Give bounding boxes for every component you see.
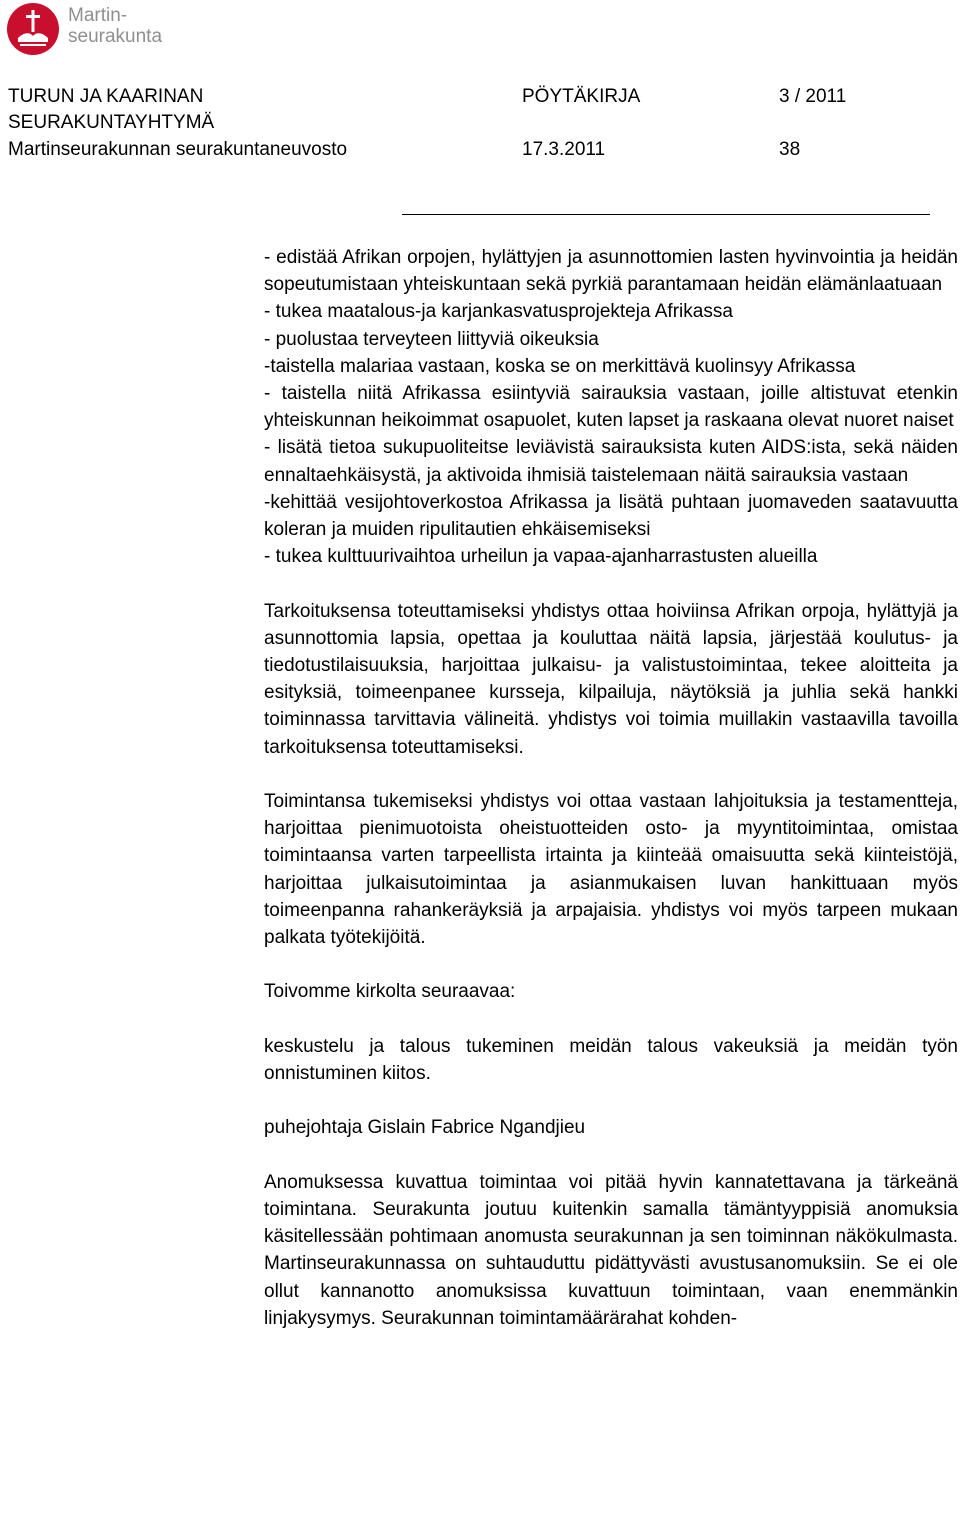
list-item: - tukea kulttuurivaihtoa urheilun ja vapaa-ajanharrastusten alueilla <box>264 546 818 568</box>
meeting-date: 17.3.2011 <box>522 139 606 160</box>
org-name-line-2: SEURAKUNTAYHTYMÄ <box>8 112 215 133</box>
list-item: - lisätä tietoa sukupuoliteitse leviävistä sairauksista kuten AIDS:ista, sekä näiden ennaltaehkäisystä, ja aktivoida ihmisiä taistelemaan näitä sairauksia vastaan <box>264 437 958 486</box>
header-divider <box>402 214 930 215</box>
list-item: -taistella malariaa vastaan, koska se on merkittävä kuolinsyy Afrikassa <box>264 355 856 377</box>
org-name-line-1: TURUN JA KAARINAN <box>8 86 204 107</box>
page-number: 38 <box>779 139 801 160</box>
list-item: - tukea maatalous-ja karjankasvatusprojekteja Afrikassa <box>264 301 733 323</box>
purpose-paragraph: Tarkoituksensa toteuttamiseksi yhdistys ottaa hoiviinsa Afrikan orpoja, hylättyjä ja asunnottomia lapsia, opettaa ja kouluttaa näitä lapsia, järjestää koulutus- ja tiedotustilaisuuksia, harjoittaa julkaisu- ja valistustoimintaa, tekee aloitteita ja esityksiä, toimeenpanee kursseja, kilpailuja, näytöksiä ja juhlia sekä hankki toiminnassa tarvittavia välineitä. yhdistys voi toimia muillakin vastaavilla tavoilla tarkoituksensa toteuttamiseksi. <box>264 600 958 758</box>
logo-line-1: Martin- <box>68 5 128 26</box>
list-item: -kehittää vesijohtoverkostoa Afrikassa ja lisätä puhtaan juomaveden saatavuutta koleran ja muiden ripulitautien ehkäisemiseksi <box>264 491 958 541</box>
list-item: - taistella niitä Afrikassa esiintyviä sairauksia vastaan, joille altistuvat etenkin yhteiskunnan heikoimmat osapuolet, kuten lapset ja raskaana olevat nuoret naiset <box>264 383 958 432</box>
document-type: PÖYTÄKIRJA <box>522 86 641 107</box>
list-item: - edistää Afrikan orpojen, hylättyjen ja asunnottomien lasten hyvinvointia ja heidän sopeutumistaan yhteiskuntaan sekä pyrkiä parantamaan heidän elämänlaatuaan <box>264 247 958 296</box>
document-body <box>264 244 958 1332</box>
assessment-paragraph: Anomuksessa kuvattua toimintaa voi pitää hyvin kannatettavana ja tärkeänä toimintana. Seurakunta joutuu kuitenkin samalla tämäntyyppisiä anomuksia käsitellessään pohtimaan anomusta seurakunnan ja sen toiminnan näkökulmasta. Martinseurakunnassa on suhtauduttu pidättyvästi avustusanomuksiin. Se ei ole ollut kannanotto anomuksissa kuvattuun toimintaan, vaan enemmänkin linjakysymys. Seurakunnan toimintamäärärahat kohden- <box>264 1171 958 1329</box>
list-item: - puolustaa terveyteen liittyviä oikeuksia <box>264 328 599 350</box>
document-number: 3 / 2011 <box>779 86 847 107</box>
signature: puhejohtaja Gislain Fabrice Ngandjieu <box>264 1117 586 1139</box>
wish-heading: Toivomme kirkolta seuraavaa: <box>264 981 516 1003</box>
logo <box>6 2 196 56</box>
logo-line-2: seurakunta <box>68 26 163 47</box>
cross-emblem-icon <box>6 2 60 56</box>
org-name-line-3: Martinseurakunnan seurakuntaneuvosto <box>8 139 348 160</box>
logo-wordmark <box>68 5 162 47</box>
support-paragraph: Toimintansa tukemiseksi yhdistys voi ottaa vastaan lahjoituksia ja testamentteja, harjoittaa pienimuotoista oheistuotteiden osto- ja myyntitoimintaa, omistaa toimintaansa varten tarpeellista irtainta ja kiinteää omaisuutta sekä kiinteistöjä, harjoittaa julkaisutoimintaa ja asianmukaisen luvan hankittuaan myös toimeenpanna rahankeräyksiä ja arpajaisia. yhdistys voi myös tarpeen mukaan palkata työtekijöitä. <box>264 791 958 949</box>
wish-text: keskustelu ja talous tukeminen meidän talous vakeuksiä ja meidän työn onnistuminen kiitos. <box>264 1035 958 1085</box>
